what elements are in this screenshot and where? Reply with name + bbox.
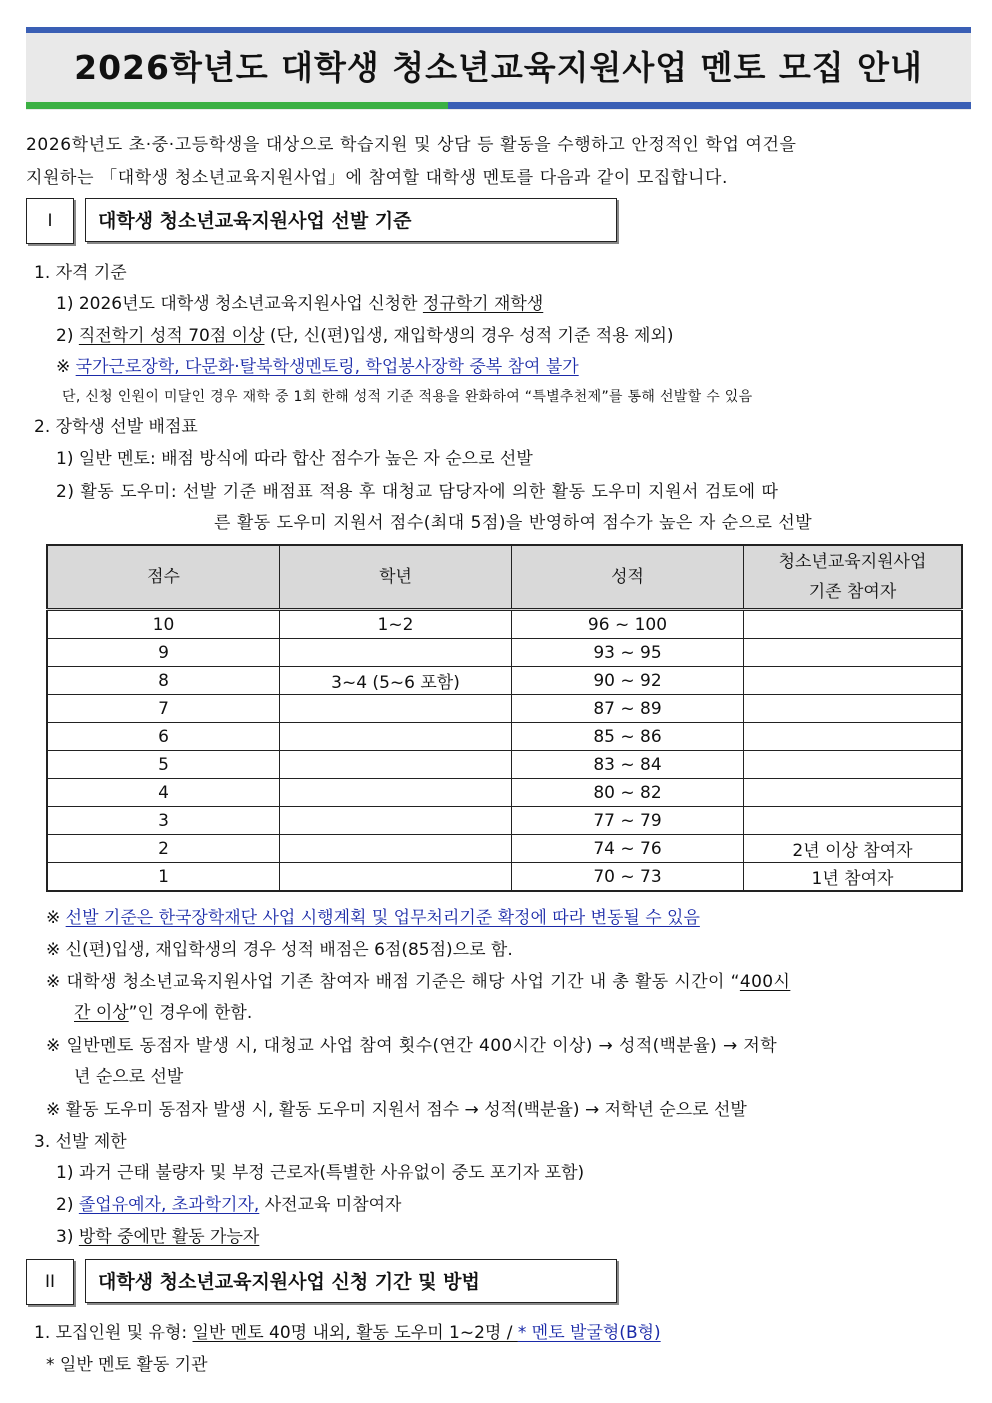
note-prior-hours-highlight-2: 간 이상 xyxy=(74,1003,129,1023)
note-prior-hours-line-1 xyxy=(46,967,790,992)
cell-gpa: 83 ~ 84 xyxy=(512,751,744,779)
table-row xyxy=(47,723,962,751)
criteria-item-1 xyxy=(56,289,543,314)
duplicate-note-mark: ※ xyxy=(56,357,76,377)
cell-prior xyxy=(744,779,963,807)
intro-line-2: 지원하는 「대학생 청소년교육지원사업」에 참여할 대학생 멘토를 다음과 같이 모집합니다. xyxy=(26,168,729,188)
scoring-heading: 2. 장학생 선발 배점표 xyxy=(34,417,198,437)
cell-grade-year xyxy=(280,639,512,667)
cell-score: 3 xyxy=(47,807,280,835)
note-mentor-tie-line-1: ※ 일반멘토 동점자 발생 시, 대청교 사업 참여 횟수(연간 400시간 이상) → 성적(백분율) → 저학 xyxy=(46,1036,778,1056)
restriction-item-3 xyxy=(56,1222,259,1247)
section-2-title: 대학생 청소년교육지원사업 신청 기간 및 방법 xyxy=(85,1259,617,1303)
restriction-item-1: 1) 과거 근태 불량자 및 부정 근로자(특별한 사유없이 중도 포기자 포함) xyxy=(56,1163,585,1183)
cell-score: 1 xyxy=(47,863,280,892)
cell-prior: 1년 참여자 xyxy=(744,863,963,892)
cell-gpa: 74 ~ 76 xyxy=(512,835,744,863)
cell-score: 4 xyxy=(47,779,280,807)
restriction-item-2 xyxy=(56,1190,401,1215)
table-row xyxy=(47,639,962,667)
cell-grade-year xyxy=(280,807,512,835)
table-row xyxy=(47,667,962,695)
cell-prior: 2년 이상 참여자 xyxy=(744,835,963,863)
cell-prior xyxy=(744,723,963,751)
cell-grade-year xyxy=(280,695,512,723)
scoring-item-2-line-1: 2) 활동 도우미: 선발 기준 배점표 적용 후 대청교 담당자에 의한 활동 도우미 지원서 검토에 따 xyxy=(56,482,779,502)
cell-prior xyxy=(744,610,963,639)
mentor-institution-note: * 일반 멘토 활동 기관 xyxy=(46,1355,208,1375)
cell-grade-year xyxy=(280,723,512,751)
restriction-item-3-highlight: 방학 중에만 활동 가능자 xyxy=(78,1227,260,1247)
cell-grade-year: 3~4 (5~6 포함) xyxy=(280,667,512,695)
restriction-heading: 3. 선발 제한 xyxy=(34,1132,127,1152)
header-grade-year: 학년 xyxy=(280,545,512,610)
cell-grade-year xyxy=(280,751,512,779)
section-2-number: II xyxy=(26,1259,74,1305)
title-bottom-bar-blue xyxy=(448,102,971,109)
criteria-heading: 1. 자격 기준 xyxy=(34,263,127,283)
criteria-item-1-text: 1) 2026년도 대학생 청소년교육지원사업 신청한 xyxy=(56,294,423,314)
header-prior-participant-line-2: 기존 참여자 xyxy=(808,582,897,602)
cell-score: 5 xyxy=(47,751,280,779)
restriction-item-2-text: 사전교육 미참여자 xyxy=(259,1195,402,1215)
scoring-item-2-line-2: 른 활동 도우미 지원서 점수(최대 5점)을 반영하여 점수가 높은 자 순으로 선발 xyxy=(214,513,813,533)
cell-gpa: 93 ~ 95 xyxy=(512,639,744,667)
section-1-number: I xyxy=(26,198,74,244)
table-row xyxy=(47,807,962,835)
recruit-info-label: 1. 모집인원 및 유형: xyxy=(34,1323,193,1343)
table-header-row xyxy=(47,545,962,610)
table-row xyxy=(47,610,962,639)
cell-grade-year: 1~2 xyxy=(280,610,512,639)
cell-prior xyxy=(744,751,963,779)
special-recommendation-note: 단, 신청 인원이 미달인 경우 재학 중 1회 한해 성적 기준 적용을 완화하여 “특별추천제”를 통해 선발할 수 있음 xyxy=(62,389,753,405)
restriction-item-2-highlight: 졸업유예자, 초과학기자, xyxy=(78,1195,260,1215)
table-row xyxy=(47,695,962,723)
cell-gpa: 85 ~ 86 xyxy=(512,723,744,751)
note-transfer-score: ※ 신(편)입생, 재입학생의 경우 성적 배점은 6점(85점)으로 함. xyxy=(46,940,513,960)
duplicate-note xyxy=(56,352,579,377)
recruit-info-type: * 멘토 발굴형(B형) xyxy=(517,1323,661,1343)
cell-prior xyxy=(744,695,963,723)
cell-score: 9 xyxy=(47,639,280,667)
table-row xyxy=(47,751,962,779)
cell-grade-year xyxy=(280,835,512,863)
cell-gpa: 87 ~ 89 xyxy=(512,695,744,723)
note-prior-hours-text: ※ 대학생 청소년교육지원사업 기존 참여자 배점 기준은 해당 사업 기간 내 총 활동 시간이 “ xyxy=(46,972,740,992)
cell-score: 6 xyxy=(47,723,280,751)
header-prior-participant-line-1: 청소년교육지원사업 xyxy=(778,552,927,572)
scoring-item-1: 1) 일반 멘토: 배점 방식에 따라 합산 점수가 높은 자 순으로 선발 xyxy=(56,449,533,469)
cell-score: 2 xyxy=(47,835,280,863)
intro-line-1: 2026학년도 초·중·고등학생을 대상으로 학습지원 및 상담 등 활동을 수행하고 안정적인 학업 여건을 xyxy=(26,135,797,155)
recruit-info xyxy=(34,1318,661,1343)
note-criteria-change-mark: ※ xyxy=(46,908,66,928)
title-top-bar xyxy=(26,27,971,33)
score-table xyxy=(46,544,963,892)
header-score: 점수 xyxy=(47,545,280,610)
title-bottom-bar-green xyxy=(26,102,448,109)
note-criteria-change-text: 선발 기준은 한국장학재단 사업 시행계획 및 업무처리기준 확정에 따라 변동될 수 있음 xyxy=(65,908,700,928)
restriction-item-3-number: 3) xyxy=(56,1227,79,1247)
cell-gpa: 96 ~ 100 xyxy=(512,610,744,639)
note-mentor-tie-line-2: 년 순으로 선발 xyxy=(74,1067,184,1087)
cell-gpa: 77 ~ 79 xyxy=(512,807,744,835)
cell-gpa: 80 ~ 82 xyxy=(512,779,744,807)
header-prior-participant xyxy=(744,545,963,610)
note-prior-hours-highlight-1: 400시 xyxy=(739,972,791,992)
cell-gpa: 70 ~ 73 xyxy=(512,863,744,892)
note-criteria-change xyxy=(46,903,700,928)
cell-gpa: 90 ~ 92 xyxy=(512,667,744,695)
cell-prior xyxy=(744,667,963,695)
note-prior-hours-tail: ”인 경우에 한함. xyxy=(128,1003,253,1023)
table-row xyxy=(47,779,962,807)
cell-score: 8 xyxy=(47,667,280,695)
note-helper-tie: ※ 활동 도우미 동점자 발생 시, 활동 도우미 지원서 점수 → 성적(백분율) → 저학년 순으로 선발 xyxy=(46,1100,747,1120)
note-prior-hours-line-2 xyxy=(74,998,252,1023)
page-title: 2026학년도 대학생 청소년교육지원사업 멘토 모집 안내 xyxy=(74,48,923,87)
cell-score: 10 xyxy=(47,610,280,639)
criteria-item-2-highlight: 직전학기 성적 70점 이상 xyxy=(78,326,265,346)
criteria-item-1-highlight: 정규학기 재학생 xyxy=(422,294,544,314)
criteria-item-2-number: 2) xyxy=(56,326,79,346)
table-row xyxy=(47,863,962,892)
restriction-item-2-number: 2) xyxy=(56,1195,79,1215)
criteria-item-2 xyxy=(56,321,674,346)
header-gpa: 성적 xyxy=(512,545,744,610)
criteria-item-2-text: (단, 신(편)입생, 재입학생의 경우 성적 기준 적용 제외) xyxy=(264,326,674,346)
cell-prior xyxy=(744,639,963,667)
recruit-info-highlight: 일반 멘토 40명 내외, 활동 도우미 1~2명 / xyxy=(192,1323,518,1343)
cell-score: 7 xyxy=(47,695,280,723)
cell-prior xyxy=(744,807,963,835)
table-row xyxy=(47,835,962,863)
cell-grade-year xyxy=(280,863,512,892)
cell-grade-year xyxy=(280,779,512,807)
duplicate-note-text: 국가근로장학, 다문화·탈북학생멘토링, 학업봉사장학 중복 참여 불가 xyxy=(75,357,579,377)
section-1-title: 대학생 청소년교육지원사업 선발 기준 xyxy=(85,198,617,242)
